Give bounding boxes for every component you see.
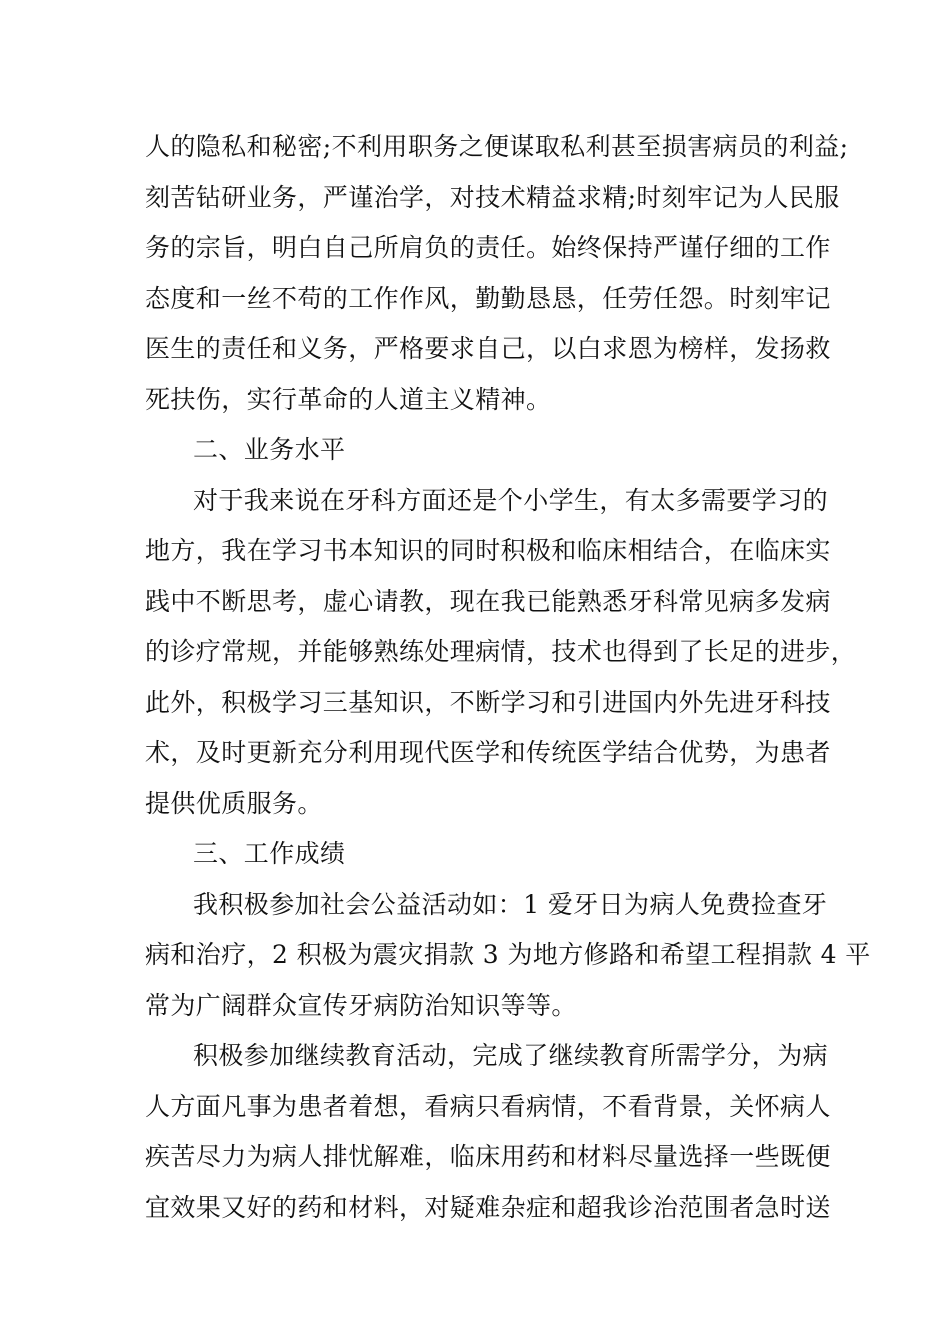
paragraph-2-line-7: 提供优质服务。 [145, 788, 323, 818]
section-heading-business-level: 二、业务水平 [193, 435, 346, 464]
paragraph-4-line-3: 疾苦尽力为病人排忧解难，临床用药和材料尽量选择一些既便 [145, 1142, 831, 1171]
paragraph-2-line-6: 术，及时更新充分利用现代医学和传统医学结合优势，为患者 [145, 738, 831, 767]
paragraph-1-line-3: 务的宗旨，明白自己所肩负的责任。始终保持严谨仔细的工作 [145, 233, 831, 262]
section-heading-work-achievements: 三、工作成绩 [193, 839, 346, 868]
paragraph-3-line-1: 我积极参加社会公益活动如：1 爱牙日为病人免费捡查牙 [193, 889, 828, 919]
paragraph-2-line-2: 地方，我在学习书本知识的同时积极和临床相结合，在临床实 [145, 536, 831, 565]
paragraph-1-line-5: 医生的责任和义务，严格要求自己，以白求恩为榜样，发扬救 [145, 334, 831, 363]
document-body [145, 122, 871, 1233]
paragraph-2-line-5: 此外，积极学习三基知识，不断学习和引进国内外先进牙科技 [145, 687, 831, 717]
paragraph-2-line-3: 践中不断思考，虚心请教，现在我已能熟悉牙科常见病多发病 [145, 586, 831, 616]
paragraph-1-line-4: 态度和一丝不苟的工作作风，勤勤恳恳，任劳任怨。时刻牢记 [145, 283, 831, 313]
paragraph-1-line-6: 死扶伤，实行革命的人道主义精神。 [145, 384, 552, 414]
paragraph-3-line-2: 病和治疗，2 积极为震灾捐款 3 为地方修路和希望工程捐款 4 平 [145, 940, 871, 969]
paragraph-4-line-1: 积极参加继续教育活动，完成了继续教育所需学分，为病 [193, 1041, 829, 1070]
paragraph-1-line-1: 人的隐私和秘密;不利用职务之便谋取私利甚至损害病员的利益; [145, 132, 849, 161]
paragraph-4-line-4: 宜效果又好的药和材料，对疑难杂症和超我诊治范围者急时送 [145, 1192, 831, 1222]
paragraph-1-line-2: 刻苦钻研业务，严谨治学，对技术精益求精;时刻牢记为人民服 [145, 182, 840, 212]
paragraph-4-line-2: 人方面凡事为患者着想，看病只看病情，不看背景，关怀病人 [145, 1091, 831, 1121]
paragraph-3-line-3: 常为广阔群众宣传牙病防治知识等等。 [145, 990, 577, 1020]
paragraph-2-line-1: 对于我来说在牙科方面还是个小学生，有太多需要学习的 [193, 485, 829, 515]
paragraph-2-line-4: 的诊疗常规，并能够熟练处理病情，技术也得到了长足的进步， [145, 637, 857, 666]
